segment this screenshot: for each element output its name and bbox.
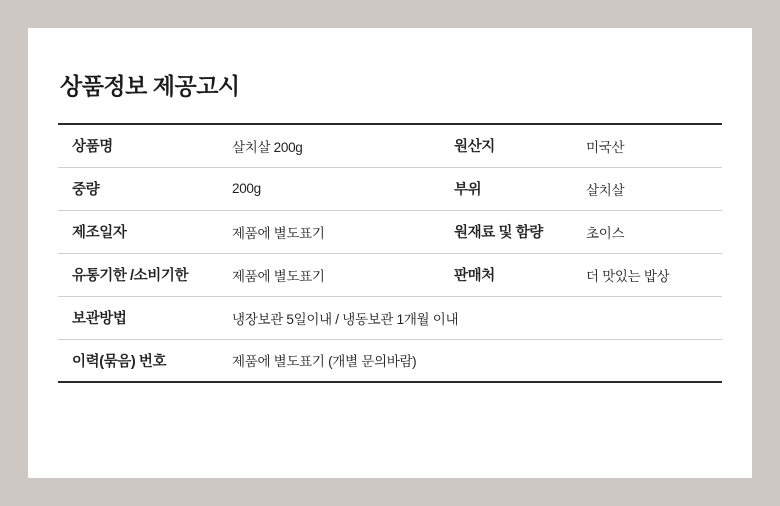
row-value-product-name: 살치살 200g	[218, 124, 440, 167]
row-label-product-name: 상품명	[58, 124, 218, 167]
row-value-manufacture-date: 제품에 별도표기	[218, 210, 440, 253]
row-label-ingredients: 원재료 및 함량	[440, 210, 572, 253]
row-value-weight: 200g	[218, 167, 440, 210]
row-value-cut: 살치살	[572, 167, 722, 210]
row-value-seller: 더 맛있는 밥상	[572, 253, 722, 296]
product-info-card	[28, 28, 752, 478]
table-row	[58, 124, 722, 167]
table-row	[58, 253, 722, 296]
product-info-table	[58, 123, 722, 383]
row-label-trace-number: 이력(묶음) 번호	[58, 339, 218, 382]
row-label-manufacture-date: 제조일자	[58, 210, 218, 253]
row-label-storage: 보관방법	[58, 296, 218, 339]
table-row	[58, 339, 722, 382]
card-content	[58, 68, 722, 383]
row-value-expiry: 제품에 별도표기	[218, 253, 440, 296]
row-label-cut: 부위	[440, 167, 572, 210]
row-value-trace-number: 제품에 별도표기 (개별 문의바람)	[218, 339, 722, 382]
product-info-table-body	[58, 124, 722, 382]
row-label-weight: 중량	[58, 167, 218, 210]
table-row	[58, 167, 722, 210]
page-title: 상품정보 제공고시	[60, 73, 240, 99]
table-row	[58, 296, 722, 339]
row-value-origin: 미국산	[572, 124, 722, 167]
row-label-expiry: 유통기한 /소비기한	[58, 253, 218, 296]
row-value-storage: 냉장보관 5일이내 / 냉동보관 1개월 이내	[218, 296, 722, 339]
row-label-seller: 판매처	[440, 253, 572, 296]
row-label-origin: 원산지	[440, 124, 572, 167]
table-row	[58, 210, 722, 253]
row-value-ingredients: 초이스	[572, 210, 722, 253]
